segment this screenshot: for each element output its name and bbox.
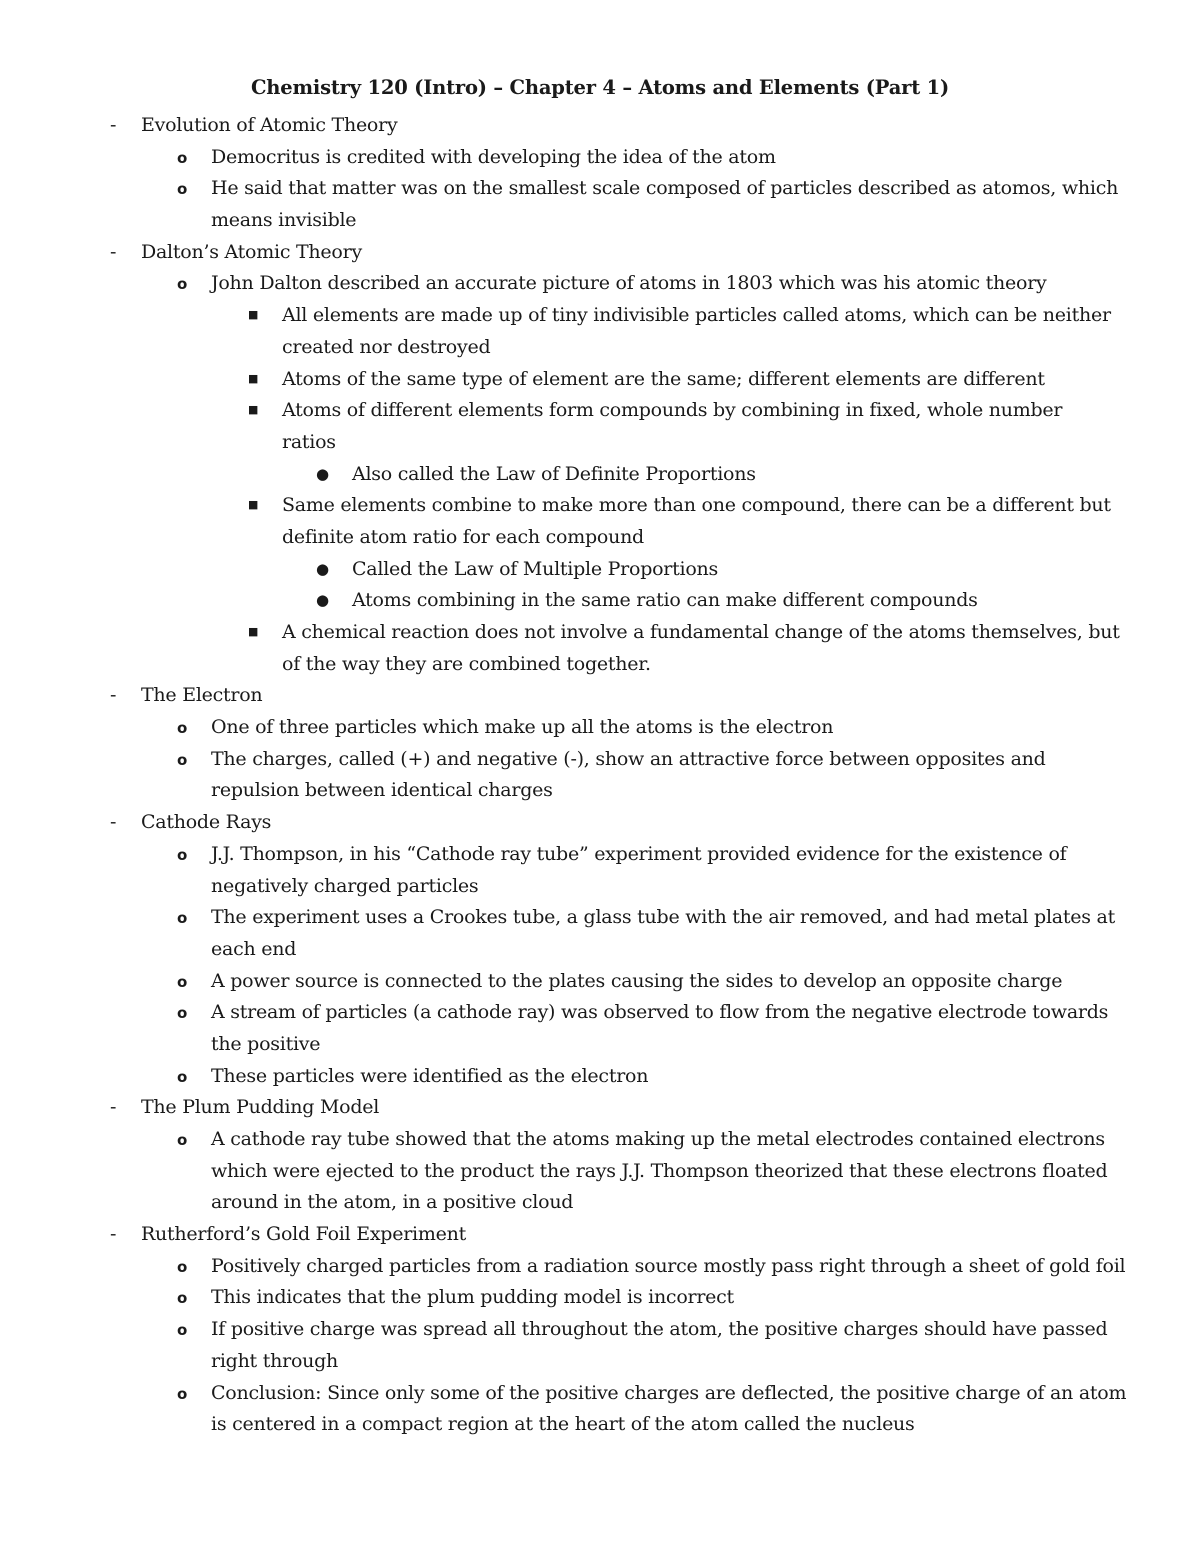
- outline-line-level-2: [0, 712, 1200, 744]
- square-bullet-icon: ■: [248, 625, 259, 638]
- outline-line-level-4: [0, 554, 1200, 586]
- outline-line-level-1: [0, 807, 1200, 839]
- outline-text: is centered in a compact region at the heart of the atom called the nucleus: [211, 1413, 915, 1436]
- outline-text: This indicates that the plum pudding model is incorrect: [211, 1286, 734, 1309]
- outline-text: These particles were identified as the electron: [211, 1064, 649, 1087]
- outline-text: The charges, called (+) and negative (-), show an attractive force between opposites and: [211, 747, 1046, 770]
- hollow-circle-bullet-icon: o: [177, 275, 188, 294]
- outline-line-level-2: [0, 1061, 1200, 1093]
- outline-line-level-3: [0, 395, 1200, 427]
- outline-line-level-2: [0, 1251, 1200, 1283]
- hollow-circle-bullet-icon: o: [177, 1321, 188, 1340]
- filled-circle-bullet-icon: ●: [316, 559, 329, 578]
- outline-line-level-3: [0, 617, 1200, 649]
- outline-text: right through: [211, 1349, 339, 1372]
- square-bullet-icon: ■: [248, 371, 259, 385]
- outline-line-level-2: [0, 173, 1200, 205]
- outline-line-level-2: [0, 268, 1200, 300]
- outline-notes: [0, 110, 1200, 1441]
- dash-bullet-icon: -: [110, 114, 117, 136]
- outline-text: Same elements combine to make more than one compound, there can be a different but: [282, 494, 1111, 517]
- outline-text: John Dalton described an accurate picture of atoms in 1803 which was his atomic theory: [211, 272, 1047, 295]
- outline-text: created nor destroyed: [282, 335, 491, 358]
- outline-line-level-2: [0, 997, 1200, 1029]
- outline-line-level-3: [0, 364, 1200, 396]
- outline-text: Conclusion: Since only some of the positive charges are deflected, the positive charge of an atom: [211, 1381, 1127, 1404]
- filled-circle-bullet-icon: ●: [316, 464, 329, 483]
- hollow-circle-bullet-icon: o: [177, 1384, 188, 1403]
- hollow-circle-bullet-icon: o: [177, 1289, 188, 1308]
- outline-text: A stream of particles (a cathode ray) was observed to flow from the negative electrode towards: [211, 1001, 1109, 1024]
- outline-text: The Plum Pudding Model: [141, 1096, 380, 1119]
- outline-text: around in the atom, in a positive cloud: [211, 1191, 574, 1214]
- outline-text: A cathode ray tube showed that the atoms making up the metal electrodes contained electrons: [211, 1128, 1105, 1150]
- dash-bullet-icon: -: [110, 684, 117, 707]
- outline-text: A chemical reaction does not involve a fundamental change of the atoms themselves, but: [282, 621, 1120, 643]
- outline-text: Atoms of different elements form compounds by combining in fixed, whole number: [282, 399, 1063, 422]
- outline-text: J.J. Thompson, in his “Cathode ray tube” experiment provided evidence for the existence of: [211, 842, 1067, 865]
- outline-line-level-4: [0, 459, 1200, 491]
- outline-line-level-3: [0, 522, 1200, 554]
- outline-line-level-2: [0, 205, 1200, 237]
- outline-line-level-2: [0, 902, 1200, 934]
- outline-text: The Electron: [141, 684, 263, 707]
- outline-line-level-3: [0, 332, 1200, 364]
- dash-bullet-icon: -: [110, 240, 117, 263]
- outline-line-level-2: [0, 1314, 1200, 1346]
- hollow-circle-bullet-icon: o: [177, 148, 188, 167]
- outline-text: Called the Law of Multiple Proportions: [352, 557, 719, 580]
- outline-text: A power source is connected to the plates causing the sides to develop an opposite charge: [211, 969, 1063, 992]
- outline-text: each end: [211, 937, 297, 960]
- outline-text: of the way they are combined together.: [282, 652, 651, 675]
- outline-text: Atoms of the same type of element are the same; different elements are different: [282, 367, 1045, 390]
- hollow-circle-bullet-icon: o: [177, 1257, 188, 1276]
- dash-bullet-icon: -: [110, 1096, 117, 1119]
- dash-bullet-icon: -: [110, 1223, 117, 1246]
- outline-line-level-2: [0, 1156, 1200, 1188]
- dash-bullet-icon: -: [110, 811, 117, 834]
- outline-text: Atoms combining in the same ratio can make different compounds: [352, 589, 978, 612]
- outline-line-level-2: [0, 839, 1200, 871]
- outline-line-level-2: [0, 934, 1200, 966]
- outline-line-level-2: [0, 1124, 1200, 1156]
- hollow-circle-bullet-icon: o: [177, 180, 188, 199]
- hollow-circle-bullet-icon: o: [177, 1004, 188, 1023]
- outline-text: Democritus is credited with developing the idea of the atom: [211, 145, 776, 168]
- hollow-circle-bullet-icon: o: [177, 1131, 188, 1149]
- outline-text: One of three particles which make up all the atoms is the electron: [211, 716, 834, 739]
- outline-text: Rutherford’s Gold Foil Experiment: [141, 1223, 466, 1246]
- outline-line-level-2: [0, 871, 1200, 903]
- outline-line-level-1: [0, 237, 1200, 269]
- outline-line-level-3: [0, 649, 1200, 681]
- outline-text: Cathode Rays: [141, 811, 272, 834]
- hollow-circle-bullet-icon: o: [177, 1067, 188, 1086]
- hollow-circle-bullet-icon: o: [177, 750, 188, 769]
- outline-line-level-4: [0, 585, 1200, 617]
- outline-text: Evolution of Atomic Theory: [141, 114, 398, 136]
- hollow-circle-bullet-icon: o: [177, 845, 188, 864]
- outline-line-level-3: [0, 490, 1200, 522]
- outline-text: He said that matter was on the smallest scale composed of particles described as atomos, which: [211, 177, 1119, 200]
- outline-line-level-3: [0, 427, 1200, 459]
- outline-text: All elements are made up of tiny indivisible particles called atoms, which can be neither: [282, 304, 1111, 327]
- outline-text: means invisible: [211, 209, 357, 232]
- outline-line-level-1: [0, 680, 1200, 712]
- outline-text: If positive charge was spread all throughout the atom, the positive charges should have passed: [211, 1318, 1108, 1341]
- square-bullet-icon: ■: [248, 403, 259, 417]
- hollow-circle-bullet-icon: o: [177, 719, 188, 738]
- outline-text: definite atom ratio for each compound: [282, 525, 644, 548]
- outline-text: Dalton’s Atomic Theory: [141, 240, 362, 263]
- outline-line-level-1: [0, 1092, 1200, 1124]
- outline-text: the positive: [211, 1032, 321, 1055]
- hollow-circle-bullet-icon: o: [177, 909, 188, 928]
- square-bullet-icon: ■: [248, 308, 259, 322]
- outline-text: The experiment uses a Crookes tube, a glass tube with the air removed, and had metal plates at: [211, 906, 1115, 929]
- filled-circle-bullet-icon: ●: [316, 591, 329, 610]
- outline-line-level-2: [0, 1346, 1200, 1378]
- outline-line-level-2: [0, 775, 1200, 807]
- outline-line-level-3: [0, 300, 1200, 332]
- outline-line-level-1: [0, 110, 1200, 142]
- page-title: Chemistry 120 (Intro) – Chapter 4 – Atoms and Elements (Part 1): [250, 76, 950, 99]
- outline-text: Also called the Law of Definite Proportions: [352, 462, 756, 485]
- outline-text: which were ejected to the product the rays J.J. Thompson theorized that these electrons floated: [211, 1159, 1108, 1182]
- outline-text: negatively charged particles: [211, 874, 479, 897]
- outline-line-level-2: [0, 1029, 1200, 1061]
- hollow-circle-bullet-icon: o: [177, 972, 188, 991]
- outline-line-level-2: [0, 1187, 1200, 1219]
- outline-line-level-2: [0, 1409, 1200, 1441]
- outline-line-level-2: [0, 142, 1200, 174]
- outline-line-level-2: [0, 1378, 1200, 1410]
- outline-text: Positively charged particles from a radiation source mostly pass right through a sheet of gold foil: [211, 1254, 1126, 1277]
- outline-line-level-2: [0, 1282, 1200, 1314]
- square-bullet-icon: ■: [248, 498, 259, 512]
- outline-line-level-1: [0, 1219, 1200, 1251]
- outline-line-level-2: [0, 966, 1200, 998]
- outline-line-level-2: [0, 744, 1200, 776]
- outline-text: repulsion between identical charges: [211, 779, 553, 802]
- outline-text: ratios: [282, 430, 336, 453]
